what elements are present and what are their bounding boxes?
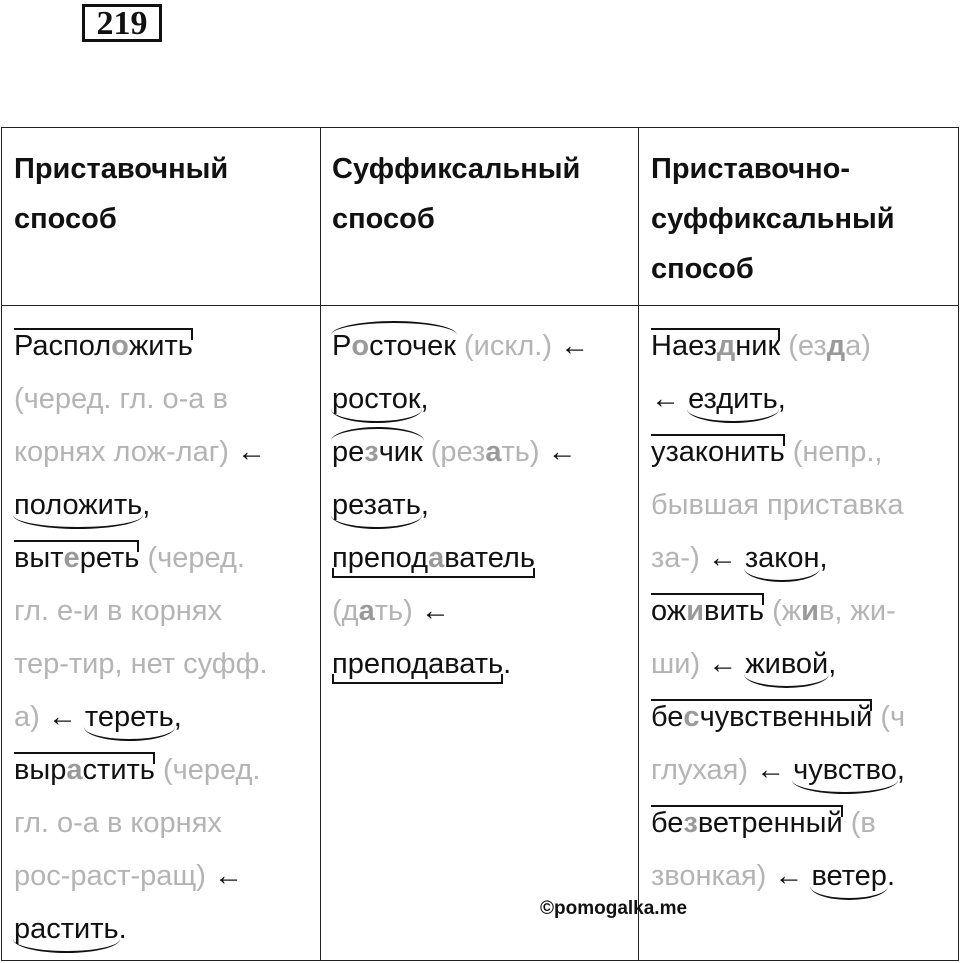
example-line	[651, 691, 956, 744]
comment: гл. е-и в корнях	[14, 595, 222, 627]
word-uzakonit: узаконить	[651, 436, 785, 468]
arrow-left-icon: ←	[47, 701, 77, 733]
word-ozhivit: оживить	[651, 595, 765, 627]
example-line	[14, 744, 314, 797]
example-line	[14, 320, 314, 373]
header-prefix-suffix-method	[651, 144, 895, 294]
word-rastit: растить	[14, 913, 119, 945]
example-line	[651, 797, 956, 850]
comment: гл. о-а в корнях	[14, 807, 222, 839]
example-line	[14, 426, 314, 479]
word-zakon: закон	[744, 542, 820, 574]
example-line: глухая) ← чувство,	[651, 754, 905, 786]
comment: (черед.	[147, 542, 245, 574]
comment: (искл.)	[464, 330, 553, 362]
column-divider	[320, 128, 321, 960]
word-prepodavatel: преподаватель	[332, 542, 535, 574]
header-divider	[2, 305, 958, 306]
example-line	[332, 320, 632, 373]
example-line: звонкая) ← ветер.	[651, 860, 895, 892]
word-bezvetrennyy: безветренный	[651, 807, 843, 839]
comment: (непр.,	[792, 436, 883, 468]
suffix-method-examples	[332, 320, 632, 691]
example-line	[651, 320, 956, 373]
header-line: Приставочно-	[651, 153, 851, 185]
word-naezdnik: Наездник	[651, 330, 781, 362]
watermark: ©pomogalka.me	[540, 898, 688, 919]
arrow-left-icon: ←	[756, 754, 786, 786]
comment: ши)	[651, 648, 701, 680]
word-beschuvstvennyy: бесчувственный	[651, 701, 873, 733]
arrow-left-icon: ←	[560, 330, 590, 362]
word-raspolozhit: Расположить	[14, 330, 193, 362]
comment: а)	[14, 701, 40, 733]
example-line: растить.	[14, 913, 127, 945]
example-line: росток,	[332, 383, 429, 415]
comment: (ч	[880, 701, 906, 733]
example-line: ши) ← живой,	[651, 648, 837, 680]
arrow-left-icon: ←	[213, 860, 243, 892]
comment: (жив, жи-	[772, 595, 896, 627]
example-line	[651, 585, 956, 638]
example-line	[651, 426, 956, 479]
comment: глухая)	[651, 754, 749, 786]
comment: (черед.	[162, 754, 261, 786]
example-line: ← ездить,	[651, 383, 786, 415]
comment: бывшая приставка	[651, 489, 904, 521]
header-line: Приставочный	[14, 153, 229, 185]
word-vyteret: вытереть	[14, 542, 140, 574]
example-line	[332, 426, 632, 479]
example-line	[14, 850, 314, 903]
comment: рос-раст-ращ)	[14, 860, 206, 892]
example-line: за-) ← закон,	[651, 542, 828, 574]
word-teret: тереть	[84, 701, 174, 733]
comment: (в	[850, 807, 876, 839]
header-suffix-method	[332, 144, 580, 244]
arrow-left-icon: ←	[547, 436, 577, 468]
arrow-left-icon: ←	[774, 860, 804, 892]
comment: (езда)	[788, 330, 871, 362]
header-line: способ	[332, 203, 435, 235]
word-formation-table	[1, 127, 959, 961]
comment: корнях лож-лаг)	[14, 436, 229, 468]
example-line: преподавать.	[332, 648, 512, 680]
task-number: 219	[82, 4, 162, 42]
comment: (резать)	[430, 436, 540, 468]
comment: (черед. гл. о-а в	[14, 383, 228, 415]
header-prefix-method	[14, 144, 228, 244]
example-line: а) ← тереть,	[14, 701, 182, 733]
comment: (дать)	[332, 595, 413, 627]
word-chuvstvo: чувство	[793, 754, 897, 786]
arrow-left-icon: ←	[707, 542, 737, 574]
prefix-suffix-method-examples	[651, 320, 956, 903]
prefix-method-examples	[14, 320, 314, 956]
header-line: суффиксальный	[651, 203, 895, 235]
arrow-left-icon: ←	[237, 436, 266, 468]
example-line: положить,	[14, 489, 151, 521]
example-line	[332, 532, 632, 585]
arrow-left-icon: ←	[420, 595, 450, 627]
example-line	[332, 585, 632, 638]
word-ezdit: ездить	[688, 383, 778, 415]
word-rezat: резать	[332, 489, 421, 521]
word-vyrastit: вырастить	[14, 754, 155, 786]
word-veter: ветер	[811, 860, 887, 892]
comment: за-)	[651, 542, 700, 574]
example-line	[14, 532, 314, 585]
arrow-left-icon: ←	[708, 648, 738, 680]
word-prepodavat: преподавать	[332, 648, 504, 680]
header-line: способ	[14, 203, 117, 235]
header-line: Суффиксальный	[332, 153, 581, 185]
word-rezchik: резчик	[332, 436, 423, 468]
comment: звонкая)	[651, 860, 767, 892]
word-rostochek: Росточек	[332, 330, 456, 362]
header-line: способ	[651, 253, 754, 285]
word-zhivoy: живой	[745, 648, 829, 680]
arrow-left-icon: ←	[651, 383, 680, 415]
example-line: резать,	[332, 489, 429, 521]
comment: тер-тир, нет суфф.	[14, 648, 268, 680]
word-polozhit: положить	[14, 489, 143, 521]
word-rostok: росток	[332, 383, 421, 415]
column-divider	[638, 128, 639, 960]
